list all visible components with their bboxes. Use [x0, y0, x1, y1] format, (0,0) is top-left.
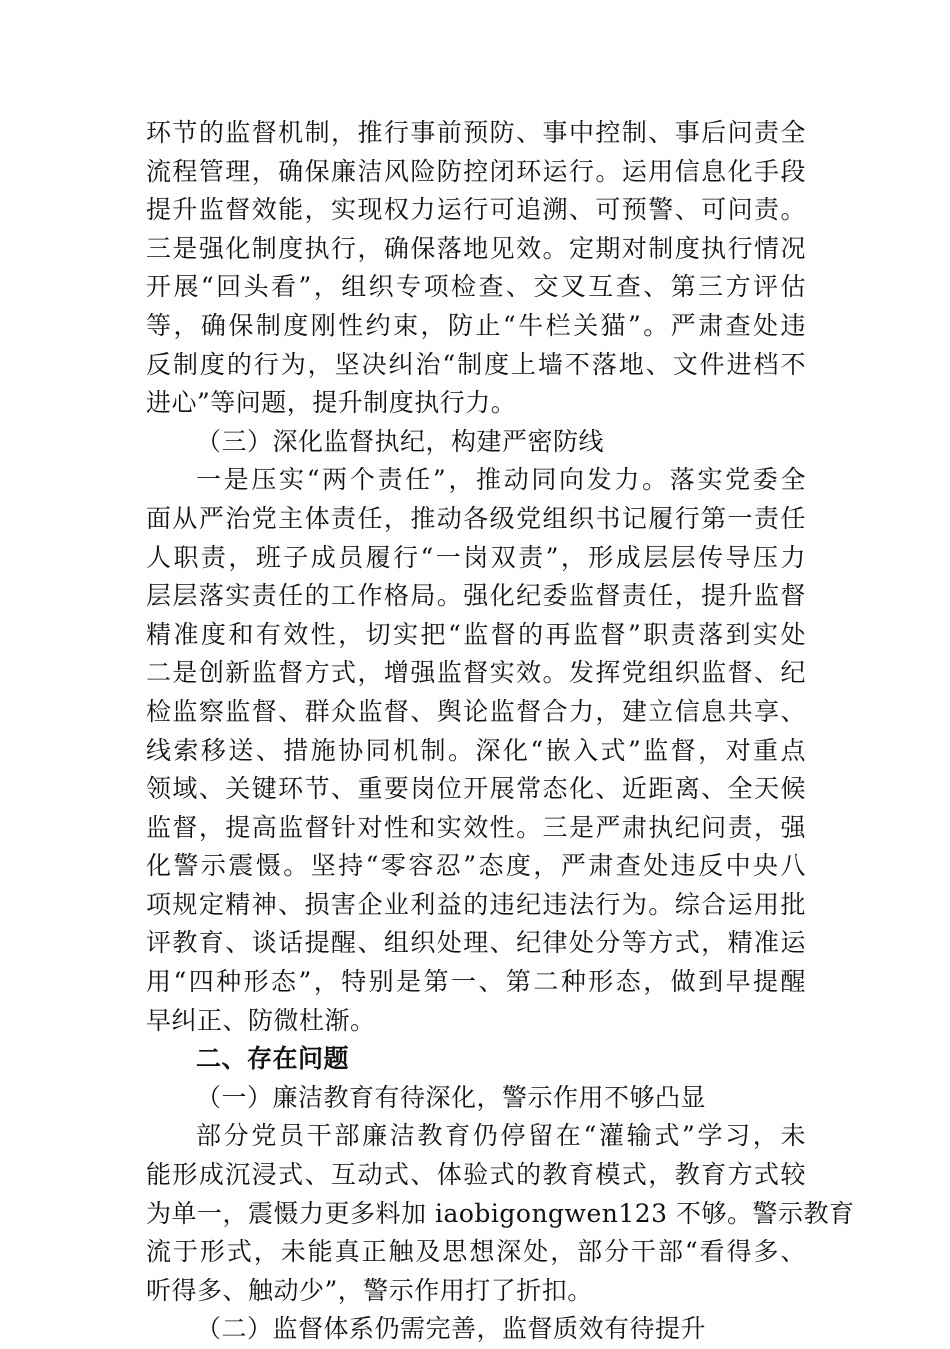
paragraph-mechanism	[146, 114, 806, 423]
subheading-text: （二）监督体系仍需完善，监督质效有待提升	[196, 1314, 707, 1344]
text-line: 等，确保制度刚性约束，防止“牛栏关猫”。严肃查处违	[146, 310, 806, 340]
text-line: 反制度的行为，坚决纠治“制度上墙不落地、文件进档不	[146, 349, 806, 379]
text-line: 线索移送、措施协同机制。深化“嵌入式”监督，对重点	[146, 735, 806, 765]
text-line: 三是强化制度执行，确保落地见效。定期对制度执行情况	[146, 233, 806, 263]
text-line: 流程管理，确保廉洁风险防控闭环运行。运用信息化手段	[146, 156, 806, 186]
text-line: 评教育、谈话提醒、组织处理、纪律处分等方式，精准运	[146, 928, 806, 958]
text-line: 监督，提高监督针对性和实效性。三是严肃执纪问责，强	[146, 812, 806, 842]
text-line: 流于形式，未能真正触及思想深处，部分干部“看得多、	[146, 1237, 806, 1267]
text-line: 精准度和有效性，切实把“监督的再监督”职责落到实处	[146, 619, 806, 649]
document-body	[146, 114, 855, 1349]
subheading-text: （三）深化监督执纪，构建严密防线	[196, 426, 605, 456]
paragraph-education	[146, 1117, 855, 1310]
section-heading-2	[146, 1040, 806, 1079]
subheading-text: （一）廉洁教育有待深化，警示作用不够凸显	[196, 1082, 707, 1112]
text-line: 层层落实责任的工作格局。强化纪委监督责任，提升监督	[146, 581, 806, 611]
text-line: 环节的监督机制，推行事前预防、事中控制、事后问责全	[146, 118, 806, 147]
text-line: 早纠正、防微杜渐。	[146, 1005, 376, 1035]
text-line: 进心”等问题，提升制度执行力。	[146, 388, 517, 418]
text-line: 为单一，震慑力更多料加 iaobigongwen123 不够。警示教育	[146, 1198, 855, 1228]
text-line: 二是创新监督方式，增强监督实效。发挥党组织监督、纪	[146, 658, 806, 688]
text-line: 听得多、触动少”，警示作用打了折扣。	[146, 1275, 593, 1305]
paragraph-supervision	[146, 461, 806, 1040]
heading-text: 二、存在问题	[196, 1044, 350, 1074]
text-line: 化警示震慑。坚持“零容忍”态度，严肃查处违反中央八	[146, 851, 806, 881]
text-line: 项规定精神、损害企业利益的违纪违法行为。综合运用批	[146, 889, 806, 919]
text-line: 检监察监督、群众监督、舆论监督合力，建立信息共享、	[146, 696, 806, 726]
text-line: 开展“回头看”，组织专项检查、交叉互查、第三方评估	[146, 272, 806, 302]
subsection-heading-2	[146, 1310, 806, 1349]
section-heading-3	[146, 423, 806, 462]
text-line: 面从严治党主体责任，推动各级党组织书记履行第一责任	[146, 503, 806, 533]
text-line: 能形成沉浸式、互动式、体验式的教育模式，教育方式较	[146, 1160, 806, 1190]
subsection-heading-1	[146, 1079, 806, 1118]
text-line: 用“四种形态”，特别是第一、第二种形态，做到早提醒	[146, 967, 806, 997]
text-line: 人职责，班子成员履行“一岗双责”，形成层层传导压力	[146, 542, 806, 572]
text-line: 提升监督效能，实现权力运行可追溯、可预警、可问责。	[146, 195, 806, 225]
text-line: 领域、关键环节、重要岗位开展常态化、近距离、全天候	[146, 774, 806, 804]
text-line: 部分党员干部廉洁教育仍停留在“灌输式”学习，未	[196, 1121, 806, 1151]
text-line: 一是压实“两个责任”，推动同向发力。落实党委全	[196, 465, 806, 495]
